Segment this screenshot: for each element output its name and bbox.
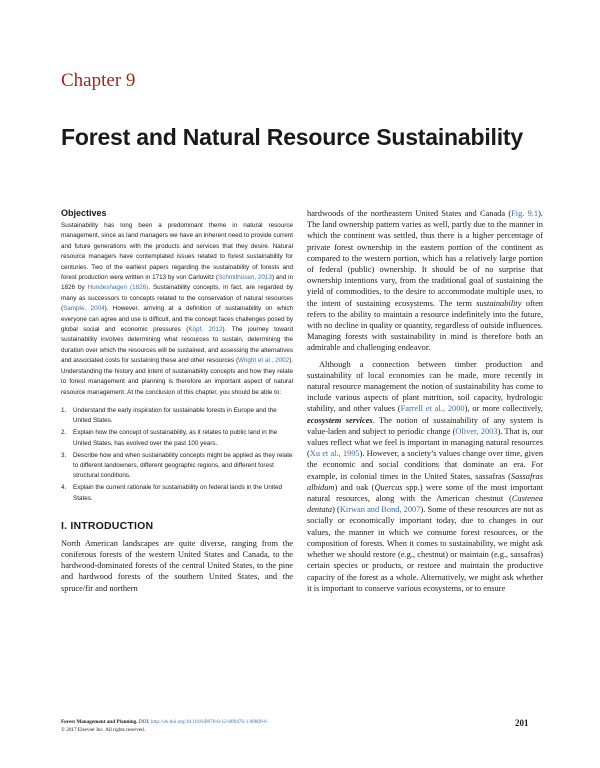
citation-link[interactable]: Köpf, 2012 [188,326,223,334]
list-item: 1. Understand the early inspiration for sustainable forests in Europe and the United States. [61,406,277,425]
body-paragraph: hardwoods of the northeastern United States and Canada (Fig. 9.1). The land ownership pattern varies as well, partly due to the manner in which the continent was settled, thus there is a higher percentage of private forest ownership in the eastern portion of the continent as compared to the western portion, which has a relatively large portion of federal (public) ownership. It should be of no surprise that ownership intentions vary, from the traditional goal of sustaining the yield of commodities, to the desire to accommodate multiple uses, to the intent of sustaining ecosystems. The term sustainability often refers to the ability to maintain a resource indefinitely into the future, with no decline in quality or quantity, regardless of outside influences. Managing forests with sustainability in mind is therefore both an admirable and challenging endeavor. [307,209,543,353]
list-item: 3. Describe how and when sustainability concepts might be applied as they relate to different landowners, different geographic regions, and different forest structural conditions. [61,451,293,480]
figure-link[interactable]: Fig. 9.1 [511,209,539,218]
citation-link[interactable]: Kirwan and Bond, 2007 [339,505,421,515]
body-paragraph: North American landscapes are quite diverse, ranging from the coniferous forests of the western United States and Canada, to the hardwood-dominated forests of the central United States, to the pine and hardwood forests of the southern United States, and the spruce/fir and northern [61,538,293,593]
citation-link[interactable]: Wright et al., 2002 [238,357,290,365]
left-column [61,208,293,594]
footer-source: Forest Management and Planning. DOI: http://dx.doi.org/10.1016/B978-0-12-809476-1.00009-6 [61,719,267,725]
list-item: 2. Explain how the concept of sustainability, as it relates to public land in the United States, has evolved over the past 100 years. [61,429,278,447]
page-title: Forest and Natural Resource Sustainability [61,124,523,150]
section-heading: I. INTRODUCTION [61,519,154,532]
page-footer [61,718,543,734]
body-paragraph: Although a connection between timber production and sustainability of local economies can be made, more recently in natural resource management the notion of sustainability has come to include various aspects of plant nutrition, soil capacity, hydrologic stability, and other values (Farrell et al., 2000), or more collectively, ecosystem services. The notion of sustainability of any system is value-laden and subject to periodic change (Oliver, 2003). That is, our values reflect what we feel is important in managing natural resources (Xu et al., 1995). However, a society’s values change over time, given the economic and social conditions that dominate an era. For example, in colonial times in the United States, sassafras (Sassafras albidum) and oak (Quercus spp.) were some of the most important natural resources, along with the American chestnut (Castenea dentata) (Kirwan and Bond, 2007). Some of these resources are not as socially or economically important today, due to changes in our values, the manner in which we consume forest resources, or the composition of forests. When it comes to sustainability, we might ask whether we should restore (e.g., chestnut) or maintain (e.g., sassafras) certain species or products, or restore and maintain the productive capacity of the forest as a whole. Alternatively, we might ask whether it is important to conserve various ecosystems, or to ensure [307,359,544,593]
objectives-list [61,406,293,504]
objectives-paragraph: Sustainability has long been a predominant theme in natural resource management, since as land managers we have an inherent need to provide current and future generations with the products and services that they desire. Natural resource managers have contemplated issues related to forest sustainability for centuries. Two of the earliest papers regarding the sustainability of forests and forest production were written in 1713 by von Carlowitz (Schmithüsen, 2013) and in 1826 by Hundeshagen (1826). Sustainability concepts, in fact, are regarded by many as successors to concepts related to the conservation of natural resources (Sample, 2004). However, arriving at a definition of sustainability on which everyone can agree and use is difficult, and the concept faces challenges posed by global social and economic pressures (Köpf, 2012). The journey toward sustainability involves determining what resources to sustain, determining the duration over which the resources will be sustained, and assessing the alternatives and associated costs for sustaining these and other resources (Wright et al., 2002). Understanding the history and intent of sustainability concepts and how they relate to forest management and planning is therefore an important aspect of natural resource management. At the conclusion of this chapter, you should be able to: [61,222,293,396]
doi-link[interactable]: http://dx.doi.org/10.1016/B978-0-12-809476-1.00009-6 [150,719,267,725]
objectives-heading: Objectives [61,208,107,218]
chapter-label: Chapter 9 [61,70,136,91]
citation-link[interactable]: Oliver, 2003 [455,426,498,436]
list-item: 4. Explain the current rationale for sustainability on federal lands in the United States. [61,484,282,502]
citation-link[interactable]: Schmithüsen, 2013 [218,274,272,282]
footer-copyright: © 2017 Elsevier Inc. All rights reserved. [61,727,146,733]
citation-link[interactable]: Hundeshagen (1826) [87,284,149,292]
citation-link[interactable]: Xu et al., 1995 [309,449,360,459]
citation-link[interactable]: Sample, 2004 [63,305,105,313]
page-number: 201 [515,718,529,728]
citation-link[interactable]: Farrell et al., 2000 [400,404,465,414]
right-column [307,208,543,594]
